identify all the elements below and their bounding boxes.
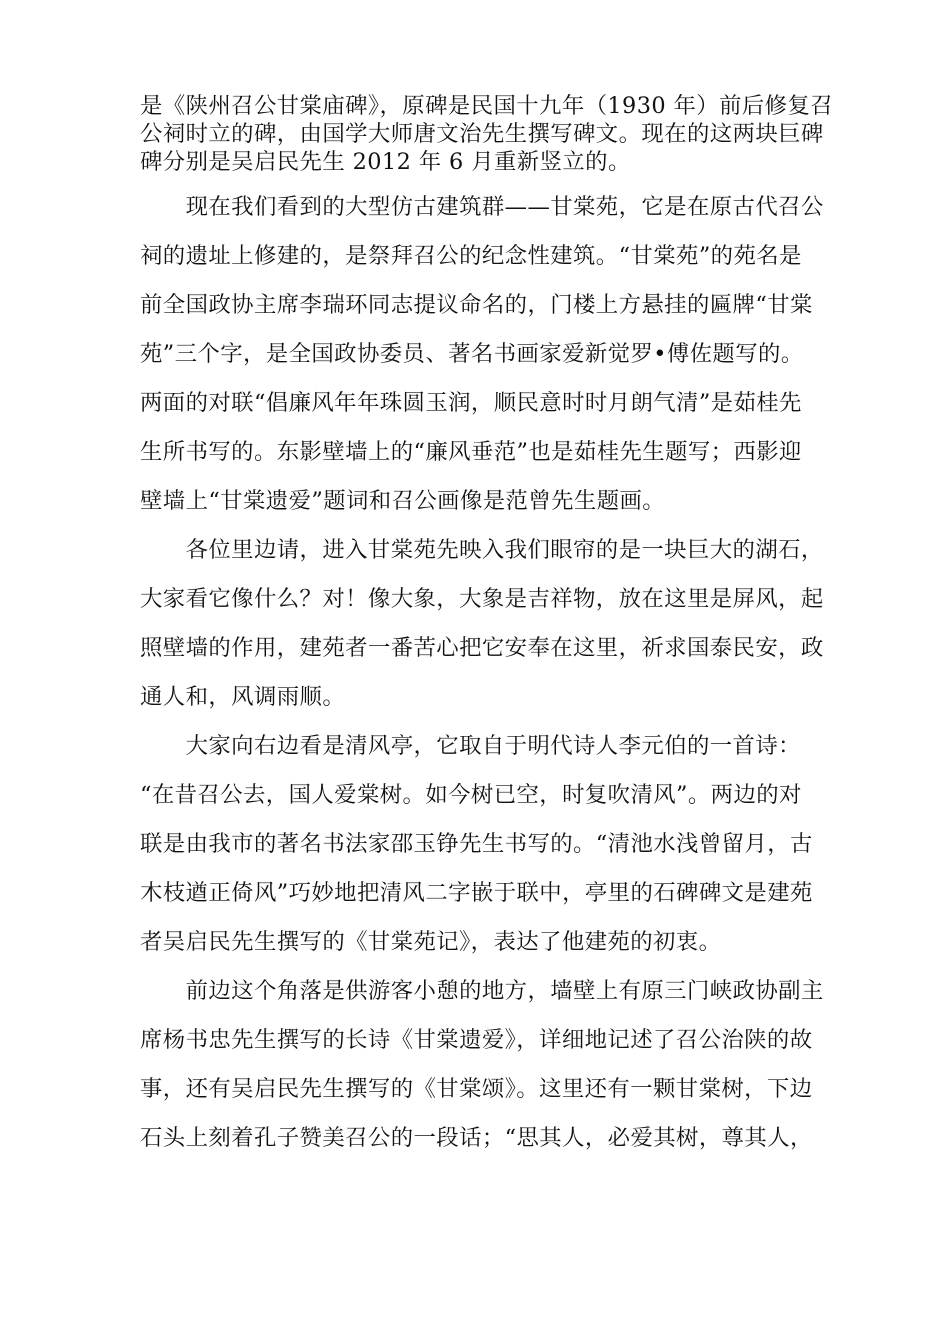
text-line: “在昔召公去，国人爱棠树。如今树已空，时复吹清风”。两边的对 (140, 782, 802, 808)
body-text (140, 183, 824, 1163)
text-line: 照壁墙的作用，建苑者一番苦心把它安奉在这里，祈求国泰民安，政 (140, 635, 824, 661)
intro-paragraph (140, 92, 834, 176)
text-line: 现在我们看到的大型仿古建筑群——甘棠苑，它是在原古代召公 (140, 194, 824, 220)
text-line: 祠的遗址上修建的，是祭拜召公的纪念性建筑。“甘棠苑”的苑名是 (140, 243, 802, 269)
text-line: 公祠时立的碑，由国学大师唐文治先生撰写碑文。现在的这两块巨碑 (140, 121, 824, 147)
text-line: 是《陕州召公甘棠庙碑》，原碑是民国十九年（1930 年）前后修复召 (140, 93, 834, 119)
text-line: 木枝遒正倚风”巧妙地把清风二字嵌于联中，亭里的石碑碑文是建苑 (140, 880, 813, 906)
text-line: 席杨书忠先生撰写的长诗《甘棠遗爱》，详细地记述了召公治陕的故 (140, 1027, 813, 1053)
text-line: 大家看它像什么？对！像大象，大象是吉祥物，放在这里是屏风，起 (140, 586, 824, 612)
text-line: 壁墙上“甘棠遗爱”题词和召公画像是范曾先生题画。 (140, 488, 666, 514)
text-line: 碑分别是吴启民先生 2012 年 6 月重新竖立的。 (140, 149, 631, 175)
paragraph-ganntang-garden (140, 183, 824, 526)
text-line: 生所书写的。东影壁墙上的“廉风垂范”也是茹桂先生题写；西影迎 (140, 439, 802, 465)
text-line: 大家向右边看是清风亭，它取自于明代诗人李元伯的一首诗： (140, 733, 801, 759)
paragraph-qingfeng-pavilion (140, 722, 820, 967)
text-line: 前全国政协主席李瑞环同志提议命名的，门楼上方悬挂的匾牌“甘棠 (140, 292, 813, 318)
text-line: 事，还有吴启民先生撰写的《甘棠颂》。这里还有一颗甘棠树，下边 (140, 1076, 813, 1102)
text-line: 两面的对联“倡廉风年年珠圆玉润，顺民意时时月朗气清”是茹桂先 (140, 390, 802, 416)
text-line: 苑”三个字，是全国政协委员、著名书画家爱新觉罗•傅佐题写的。 (140, 341, 804, 367)
text-line: 各位里边请，进入甘棠苑先映入我们眼帘的是一块巨大的湖石， (140, 537, 824, 563)
text-line: 联是由我市的著名书法家邵玉铮先生书写的。“清池水浅曾留月，古 (140, 831, 813, 857)
paragraph-lake-stone (140, 526, 824, 722)
text-line: 石头上刻着孔子赞美召公的一段话；“思其人，必爱其树，尊其人， (140, 1125, 813, 1151)
paragraph-rest-corner (140, 967, 824, 1163)
text-line: 通人和，风调雨顺。 (140, 684, 346, 710)
text-line: 者吴启民先生撰写的《甘棠苑记》，表达了他建苑的初衷。 (140, 929, 722, 955)
text-line: 前边这个角落是供游客小憩的地方，墙壁上有原三门峡政协副主 (140, 978, 824, 1004)
